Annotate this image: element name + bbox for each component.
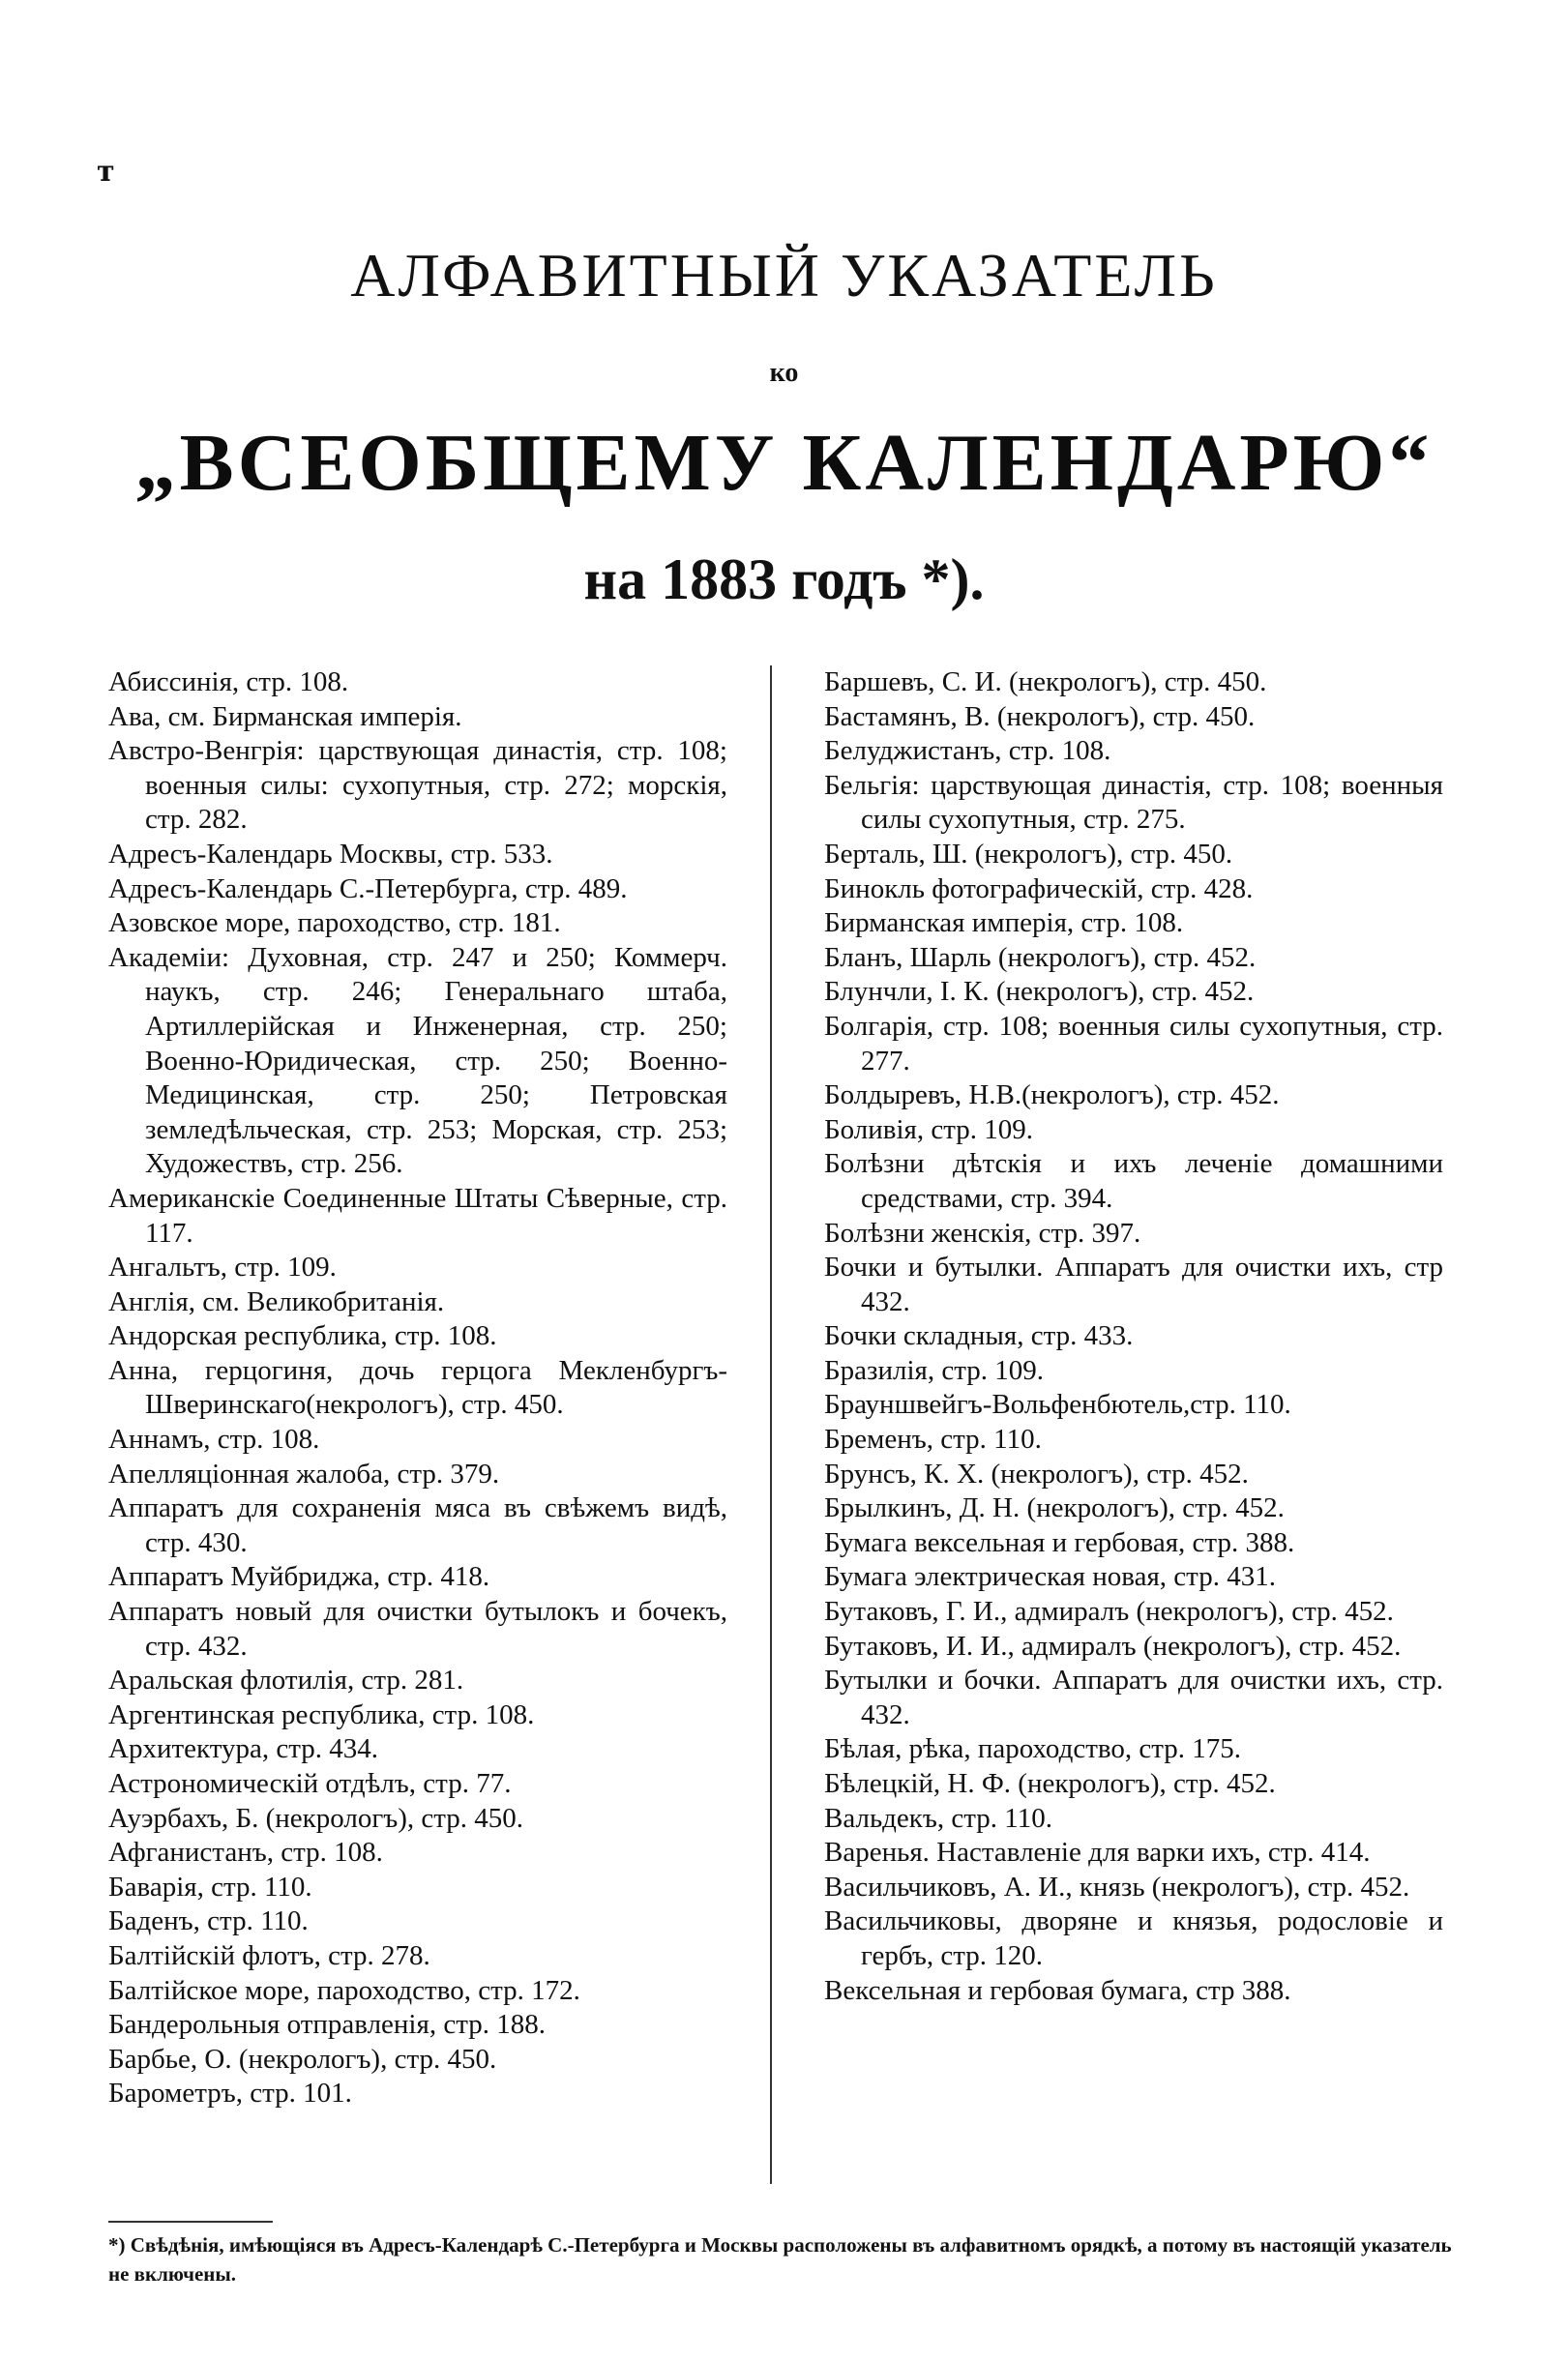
index-entry: Австро-Венгрія: царствующая династія, стр. 108; военныя силы: сухопутныя, стр. 272; морскія, стр. 282. [108,735,727,836]
index-entry: Бинокль фотографическій, стр. 428. [824,872,1254,904]
index-entry: Бочки и бутылки. Аппаратъ для очистки ихъ, стр 432. [824,1252,1443,1317]
index-entry: Бѣлецкій, Н. Ф. (некрологъ), стр. 452. [824,1768,1276,1799]
index-entry: Ангальтъ, стр. 109. [108,1252,337,1284]
index-entry: Бумага вексельная и гербовая, стр. 388. [824,1526,1295,1558]
index-entry: Ава, см. Бирманская имперія. [108,700,462,732]
index-entry: Аппаратъ для сохраненія мяса въ свѣжемъ видѣ, стр. 430. [108,1492,727,1558]
index-entry: Болѣзни дѣтскія и ихъ леченіе домашними средствами, стр. 394. [824,1148,1443,1214]
index-entry: Берталь, Ш. (некрологъ), стр. 450. [824,838,1233,870]
index-entry: Брауншвейгъ-Вольфенбютель,стр. 110. [824,1389,1291,1421]
index-entry: Барбье, О. (некрологъ), стр. 450. [108,2043,497,2075]
index-entry: Бандерольныя отправленія, стр. 188. [108,2009,546,2041]
index-entry: Аппаратъ новый для очистки бутылокъ и бочекъ, стр. 432. [108,1596,727,1662]
index-entry: Адресъ-Календарь Москвы, стр. 533. [108,838,553,870]
index-entry: Брылкинъ, Д. Н. (некрологъ), стр. 452. [824,1492,1285,1524]
index-entry: Васильчиковы, дворяне и князья, родословіе и гербъ, стр. 120. [824,1905,1443,1971]
index-entry: Баршевъ, С. И. (некрологъ), стр. 450. [824,666,1267,697]
index-entry: Вексельная и гербовая бумага, стр 388. [824,1974,1291,2006]
index-entry: Американскіе Соединенные Штаты Сѣверные, стр. 117. [108,1182,727,1249]
index-entry: Аннамъ, стр. 108. [108,1424,320,1456]
footnote: *) Свѣдѣнія, имѣющіяся въ Адресъ-Календарѣ С.-Петербурга и Москвы расположены въ алфавитномъ орядкѣ, а потому въ настоящій указатель не включены. [108,2233,1452,2286]
index-entry: Бременъ, стр. 110. [824,1424,1042,1456]
year-heading: на 1883 годъ *). [583,547,985,611]
index-entry: Брунсъ, К. Х. (некрологъ), стр. 452. [824,1458,1249,1490]
index-entry: Бутаковъ, И. И., адмиралъ (некрологъ), стр. 452. [824,1630,1402,1662]
page-title: АЛФАВИТНЫЙ УКАЗАТЕЛЬ [350,241,1218,310]
index-entry: Васильчиковъ, А. И., князь (некрологъ), стр. 452. [824,1871,1410,1903]
index-entry: Болдыревъ, Н.В.(некрологъ), стр. 452. [824,1079,1280,1111]
left-index-column [108,665,727,2111]
index-entry: Боливія, стр. 109. [824,1113,1033,1145]
index-entry: Азовское море, пароходство, стр. 181. [108,907,561,939]
index-entry: Белуджистанъ, стр. 108. [824,735,1111,767]
index-entry: Бельгія: царствующая династія, стр. 108; военныя силы сухопутныя, стр. 275. [824,769,1443,836]
index-entry: Балтійское море, пароходство, стр. 172. [108,1974,580,2006]
index-entry: Апелляціонная жалоба, стр. 379. [108,1458,500,1490]
index-entry: Аппаратъ Муйбриджа, стр. 418. [108,1561,490,1593]
index-entry: Блунчли, І. К. (некрологъ), стр. 452. [824,976,1255,1008]
column-divider [770,665,772,2184]
right-index-column [824,665,1443,2008]
index-entry: Болгарія, стр. 108; военныя силы сухопутныя, стр. 277. [824,1010,1443,1077]
index-entry: Бочки складныя, стр. 433. [824,1320,1134,1352]
index-entry: Болѣзни женскія, стр. 397. [824,1217,1141,1249]
index-entry: Бастамянъ, В. (некрологъ), стр. 450. [824,700,1256,732]
index-entry: Адресъ-Календарь С.-Петербурга, стр. 489. [108,872,628,904]
index-entry: Варенья. Наставленіе для варки ихъ, стр. 414. [824,1837,1371,1869]
index-entry: Бумага электрическая новая, стр. 431. [824,1561,1276,1593]
index-entry: Афганистанъ, стр. 108. [108,1837,383,1869]
index-entry: Бирманская имперія, стр. 108. [824,907,1184,939]
index-entry: Барометръ, стр. 101. [108,2078,352,2110]
title-connector: ко [769,358,799,388]
index-entry: Англія, см. Великобританія. [108,1285,445,1317]
index-entry: Бразилія, стр. 109. [824,1354,1045,1386]
index-entry: Баденъ, стр. 110. [108,1905,309,1937]
index-entry: Балтійскій флотъ, стр. 278. [108,1939,430,1971]
index-entry: Бутылки и бочки. Аппаратъ для очистки ихъ, стр. 432. [824,1665,1443,1730]
footnote-rule [108,2221,273,2223]
index-entry: Баварія, стр. 110. [108,1871,312,1903]
index-entry: Абиссинія, стр. 108. [108,666,349,697]
index-entry: Вальдекъ, стр. 110. [824,1802,1052,1834]
index-entry: Андорская республика, стр. 108. [108,1320,497,1352]
index-entry: Аргентинская республика, стр. 108. [108,1698,535,1730]
index-entry: Архитектура, стр. 434. [108,1733,379,1765]
index-entry: Ауэрбахъ, Б. (некрологъ), стр. 450. [108,1802,524,1834]
index-entry: Бутаковъ, Г. И., адмиралъ (некрологъ), стр. 452. [824,1596,1394,1628]
index-entry: Бланъ, Шарль (некрологъ), стр. 452. [824,941,1257,973]
index-entry: Бѣлая, рѣка, пароходство, стр. 175. [824,1733,1242,1765]
index-entry: Академіи: Духовная, стр. 247 и 250; Коммерч. наукъ, стр. 246; Генеральнаго штаба, Артиллерійская и Инженерная, стр. 250; Военно-Юридическая, стр. 250; Военно-Медицинская, стр. 250; Петровская земледѣльческая, стр. 253; Морская, стр. 253; Художествъ, стр. 256. [108,941,727,1180]
index-entry: Астрономическій отдѣлъ, стр. 77. [108,1768,512,1799]
index-entry: Аральская флотилія, стр. 281. [108,1665,464,1697]
page-mark: т [97,155,115,189]
index-entry: Анна, герцогиня, дочь герцога Мекленбургъ-Шверинскаго(некрологъ), стр. 450. [108,1354,727,1421]
calendar-title: „ВСЕОБЩЕМУ КАЛЕНДАРЮ“ [134,418,1434,508]
